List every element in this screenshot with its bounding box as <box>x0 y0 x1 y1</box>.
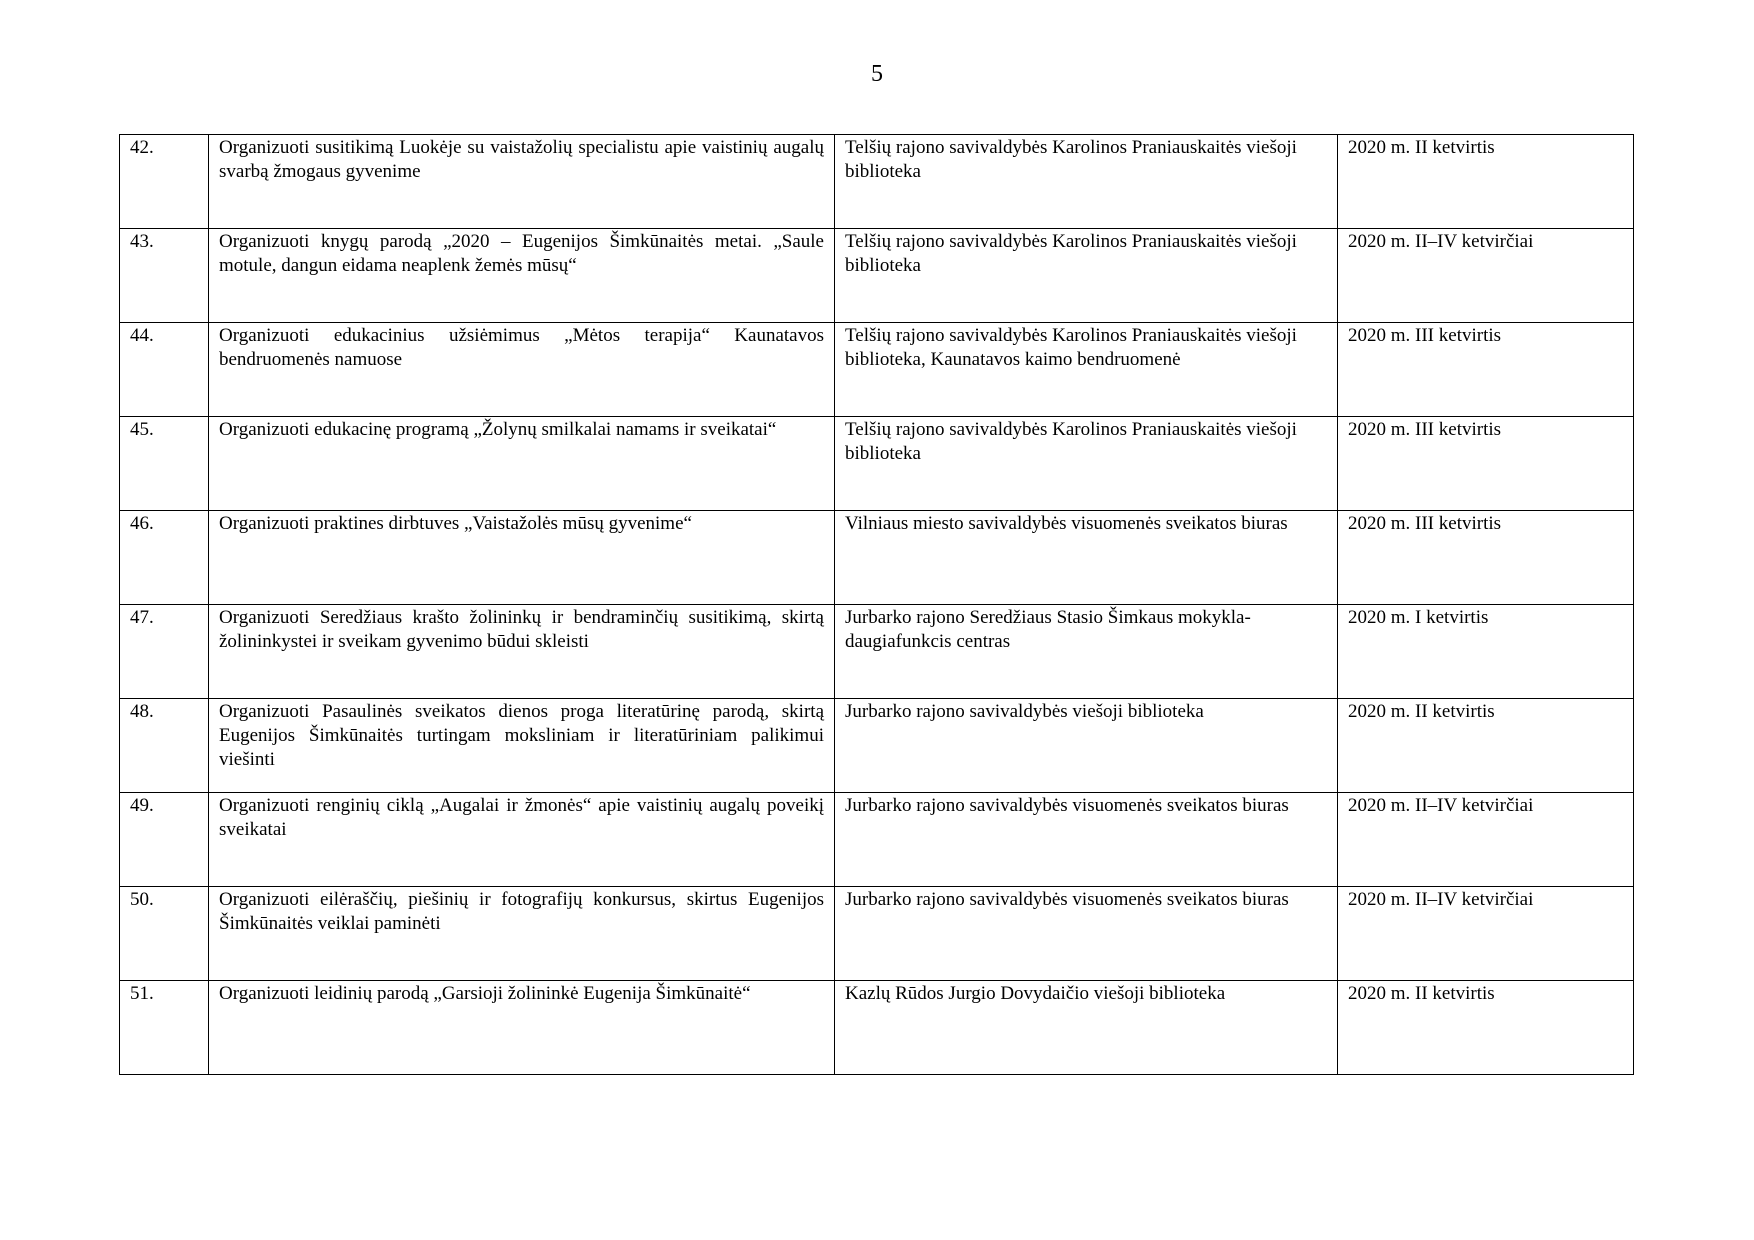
row-number: 48. <box>120 699 209 793</box>
period-cell: 2020 m. II ketvirtis <box>1338 981 1634 1075</box>
activity-cell: Organizuoti susitikimą Luokėje su vaistažolių specialistu apie vaistinių augalų svarbą žmogaus gyvenime <box>209 135 835 229</box>
activity-cell: Organizuoti edukacinius užsiėmimus „Mėtos terapija“ Kaunatavos bendruomenės namuose <box>209 323 835 417</box>
activity-plan-table <box>119 134 1634 1075</box>
executor-cell: Telšių rajono savivaldybės Karolinos Praniauskaitės viešoji biblioteka <box>835 229 1338 323</box>
table-row <box>120 135 1634 229</box>
table-row <box>120 981 1634 1075</box>
period-cell: 2020 m. II–IV ketvirčiai <box>1338 887 1634 981</box>
row-number: 46. <box>120 511 209 605</box>
table-row <box>120 511 1634 605</box>
row-number: 47. <box>120 605 209 699</box>
executor-cell: Telšių rajono savivaldybės Karolinos Praniauskaitės viešoji biblioteka <box>835 135 1338 229</box>
row-number: 49. <box>120 793 209 887</box>
table-row <box>120 793 1634 887</box>
period-cell: 2020 m. III ketvirtis <box>1338 511 1634 605</box>
activity-cell: Organizuoti praktines dirbtuves „Vaistažolės mūsų gyvenime“ <box>209 511 835 605</box>
table-row <box>120 605 1634 699</box>
table-row <box>120 699 1634 793</box>
period-cell: 2020 m. II ketvirtis <box>1338 135 1634 229</box>
executor-cell: Jurbarko rajono Seredžiaus Stasio Šimkaus mokykla-daugiafunkcis centras <box>835 605 1338 699</box>
activity-cell: Organizuoti knygų parodą „2020 – Eugenijos Šimkūnaitės metai. „Saule motule, dangun eidama neaplenk žemės mūsų“ <box>209 229 835 323</box>
period-cell: 2020 m. II ketvirtis <box>1338 699 1634 793</box>
executor-cell: Jurbarko rajono savivaldybės visuomenės sveikatos biuras <box>835 793 1338 887</box>
period-cell: 2020 m. II–IV ketvirčiai <box>1338 229 1634 323</box>
table-body <box>120 135 1634 1075</box>
executor-cell: Telšių rajono savivaldybės Karolinos Praniauskaitės viešoji biblioteka, Kaunatavos kaimo bendruomenė <box>835 323 1338 417</box>
activity-cell: Organizuoti Seredžiaus krašto žolininkų ir bendraminčių susitikimą, skirtą žolininkystei ir sveikam gyvenimo būdui skleisti <box>209 605 835 699</box>
table-row <box>120 323 1634 417</box>
activity-cell: Organizuoti Pasaulinės sveikatos dienos proga literatūrinę parodą, skirtą Eugenijos Šimkūnaitės turtingam moksliniam ir literatūriniam palikimui viešinti <box>209 699 835 793</box>
table-row <box>120 229 1634 323</box>
period-cell: 2020 m. II–IV ketvirčiai <box>1338 793 1634 887</box>
period-cell: 2020 m. III ketvirtis <box>1338 323 1634 417</box>
executor-cell: Jurbarko rajono savivaldybės visuomenės sveikatos biuras <box>835 887 1338 981</box>
period-cell: 2020 m. III ketvirtis <box>1338 417 1634 511</box>
activity-cell: Organizuoti edukacinę programą „Žolynų smilkalai namams ir sveikatai“ <box>209 417 835 511</box>
row-number: 44. <box>120 323 209 417</box>
executor-cell: Jurbarko rajono savivaldybės viešoji biblioteka <box>835 699 1338 793</box>
activity-cell: Organizuoti leidinių parodą „Garsioji žolininkė Eugenija Šimkūnaitė“ <box>209 981 835 1075</box>
period-cell: 2020 m. I ketvirtis <box>1338 605 1634 699</box>
executor-cell: Telšių rajono savivaldybės Karolinos Praniauskaitės viešoji biblioteka <box>835 417 1338 511</box>
activity-cell: Organizuoti eilėraščių, piešinių ir fotografijų konkursus, skirtus Eugenijos Šimkūnaitės veiklai paminėti <box>209 887 835 981</box>
row-number: 51. <box>120 981 209 1075</box>
executor-cell: Kazlų Rūdos Jurgio Dovydaičio viešoji biblioteka <box>835 981 1338 1075</box>
activity-cell: Organizuoti renginių ciklą „Augalai ir žmonės“ apie vaistinių augalų poveikį sveikatai <box>209 793 835 887</box>
table-row <box>120 417 1634 511</box>
page-number: 5 <box>871 61 883 87</box>
row-number: 43. <box>120 229 209 323</box>
table-row <box>120 887 1634 981</box>
row-number: 50. <box>120 887 209 981</box>
executor-cell: Vilniaus miesto savivaldybės visuomenės sveikatos biuras <box>835 511 1338 605</box>
row-number: 42. <box>120 135 209 229</box>
row-number: 45. <box>120 417 209 511</box>
